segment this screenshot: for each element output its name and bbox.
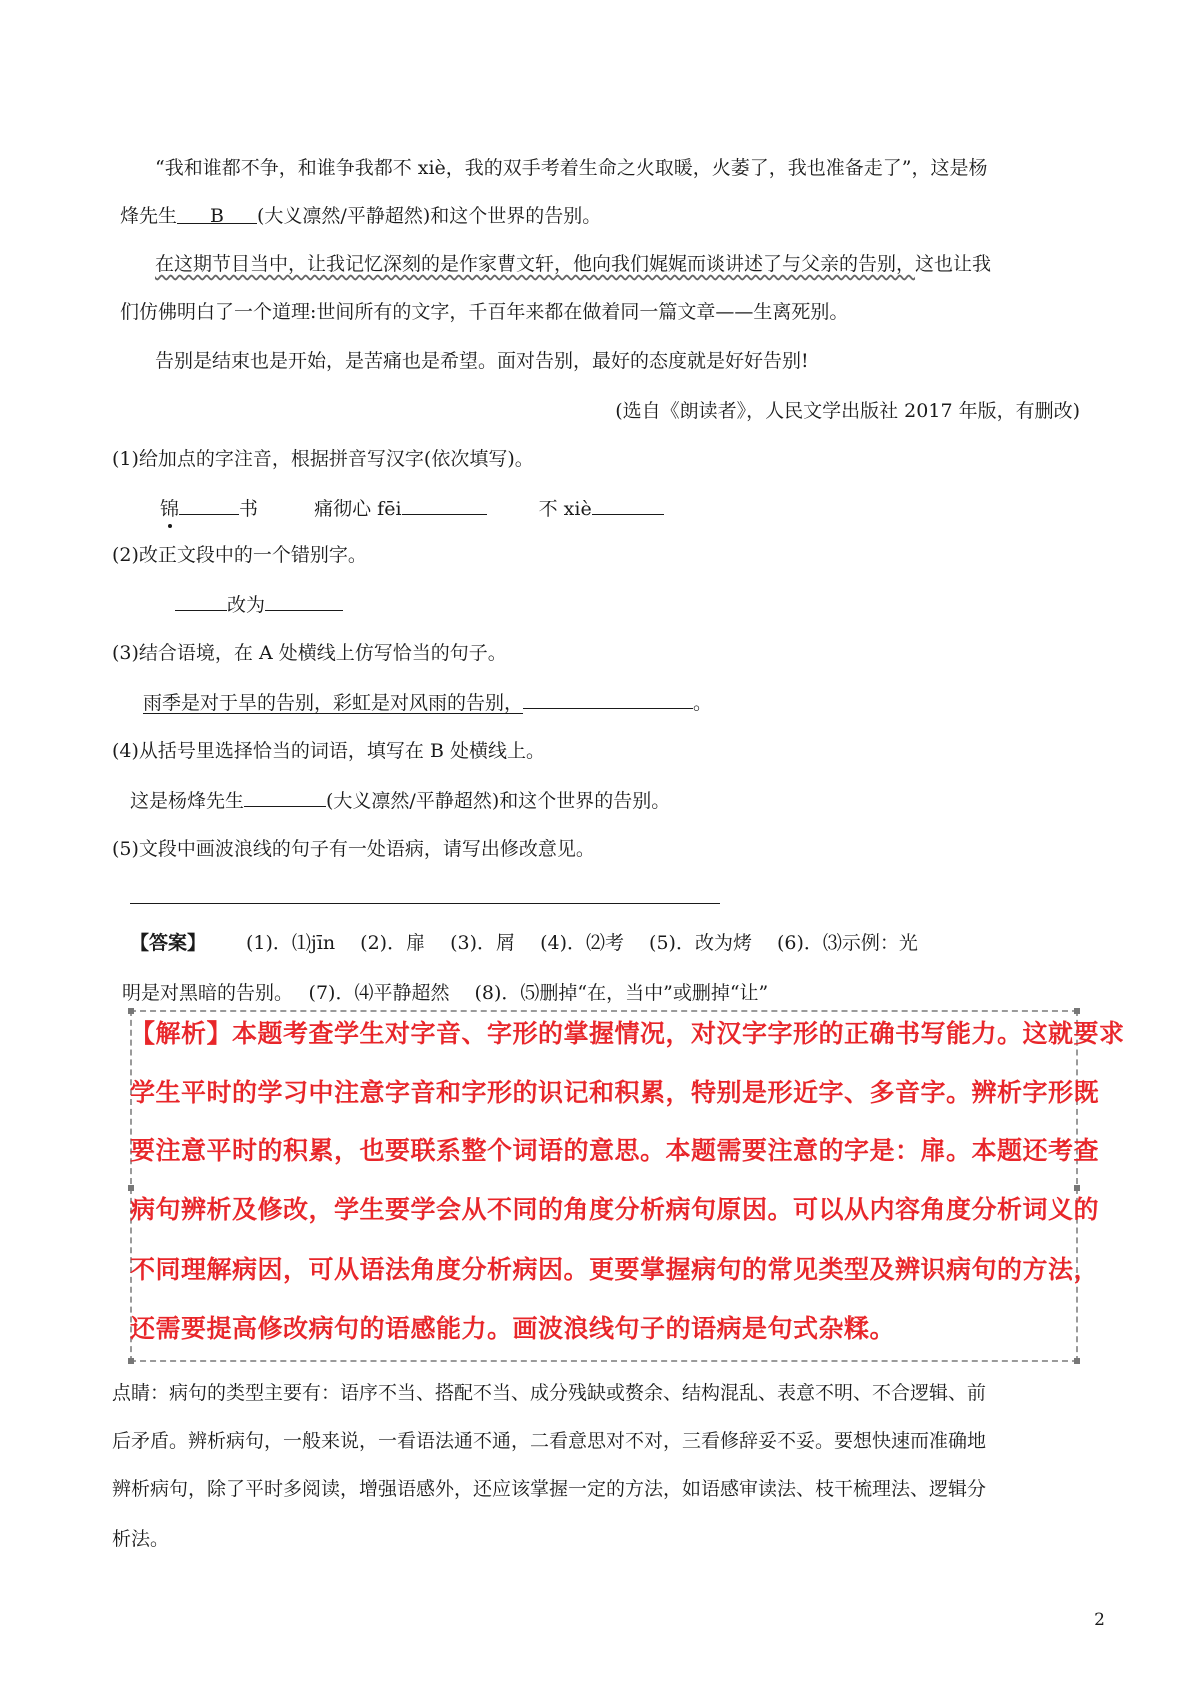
resize-handle[interactable] [1074, 1008, 1080, 1014]
answer-blank [592, 494, 664, 515]
answer-blank [523, 688, 693, 709]
answer-text: (1)．⑴jīn (2)．扉 (3)．屑 (4)．⑵考 (5)．改为烤 (6)．⑶示例：光 [246, 932, 918, 954]
wavy-sentence: 在这期节目当中，让我记忆深刻的是作家曹文轩，他向我们娓娓而谈讲述了与父亲的告别， [155, 253, 916, 275]
question-4-answer [130, 786, 670, 814]
blank-b-label: B [210, 205, 224, 227]
answer-blank [244, 786, 326, 807]
question-2-answer [175, 590, 343, 618]
passage-line [155, 251, 991, 277]
answer-blank [402, 494, 487, 515]
analysis-line: 学生平时的学习中注意字音和字形的识记和积累，特别是形近字、多音字。辨析字形既 [130, 1078, 1100, 1107]
resize-handle[interactable] [128, 1008, 134, 1014]
passage-line [120, 203, 601, 229]
answer-blank [175, 590, 227, 611]
q2-text: 改为 [227, 594, 266, 616]
question-4: (4)从括号里选择恰当的词语，填写在 B 处横线上。 [112, 740, 545, 762]
answer-line-2: 明是对黑暗的告别。 (7)．⑷平静超然 (8)．⑸删掉“在，当中”或删掉“让” [122, 982, 769, 1004]
resize-handle[interactable] [1074, 1358, 1080, 1364]
tip-line: 辨析病句，除了平时多阅读，增强语感外，还应该掌握一定的方法，如语感审读法、枝干梳理法、逻辑分 [112, 1478, 987, 1500]
analysis-line: 还需要提高修改病句的语感能力。画波浪线句子的语病是句式杂糅。 [130, 1314, 896, 1343]
passage-line: 们仿佛明白了一个道理:世间所有的文字，千百年来都在做着同一篇文章——生离死别。 [120, 301, 849, 323]
q3-sentence: 雨季是对于旱的告别，彩虹是对风雨的告别， [143, 692, 524, 714]
q3-text: 。 [693, 692, 713, 714]
q4-text: 这是杨烽先生 [130, 790, 245, 812]
source-citation: (选自《朗读者》，人民文学出版社 2017 年版，有删改) [615, 400, 1080, 422]
resize-handle[interactable] [128, 1358, 134, 1364]
analysis-box[interactable] [130, 1010, 1078, 1362]
analysis-line: 病句辨析及修改，学生要学会从不同的角度分析病句原因。可以从内容角度分析词义的 [130, 1195, 1100, 1224]
analysis-line: 【解析】本题考查学生对字音、字形的掌握情况，对汉字字形的正确书写能力。这就要求 [130, 1019, 1125, 1048]
blank-b [177, 203, 257, 227]
dotted-char: 锦 [160, 498, 180, 520]
resize-handle[interactable] [1074, 1185, 1080, 1191]
tip-line: 后矛盾。辨析病句，一般来说，一看语法通不通，二看意思对不对，三看修辞妥不妥。要想快速而准确地 [112, 1430, 987, 1452]
passage-line: “我和谁都不争，和谁争我都不 xiè，我的双手考着生命之火取暖，火萎了，我也准备走了”，这是杨 [155, 157, 988, 179]
analysis-line: 不同理解病因，可从语法角度分析病因。更要掌握病句的常见类型及辨识病句的方法， [130, 1255, 1100, 1284]
answer-blank [265, 590, 343, 611]
question-5: (5)文段中画波浪线的句子有一处语病，请写出修改意见。 [112, 838, 595, 860]
question-1: (1)给加点的字注音，根据拼音写汉字(依次填写)。 [112, 448, 534, 470]
answer-blank [179, 494, 239, 515]
q1-text: 痛彻心 fēi [314, 498, 402, 520]
tip-line: 析法。 [112, 1528, 170, 1550]
resize-handle[interactable] [128, 1185, 134, 1191]
answer-label: 【答案】 [130, 932, 207, 954]
page-number: 2 [1094, 1610, 1105, 1630]
passage-text: 烽先生 [120, 205, 178, 227]
question-3-answer [143, 688, 712, 716]
tip-line: 点睛：病句的类型主要有：语序不当、搭配不当、成分残缺或赘余、结构混乱、表意不明、不合逻辑、前 [112, 1382, 987, 1404]
answer-line [130, 903, 720, 904]
passage-text: (大义凛然/平静超然)和这个世界的告别。 [257, 205, 602, 227]
analysis-line: 要注意平时的积累，也要联系整个词语的意思。本题需要注意的字是：扉。本题还考查 [130, 1136, 1100, 1165]
passage-line: 告别是结束也是开始，是苦痛也是希望。面对告别，最好的态度就是好好告别! [155, 350, 809, 372]
q1-text: 书 [239, 498, 259, 520]
answer-line-1 [130, 930, 918, 956]
question-3: (3)结合语境，在 A 处横线上仿写恰当的句子。 [112, 642, 507, 664]
passage-text: 这也让我 [915, 253, 992, 275]
q4-text: (大义凛然/平静超然)和这个世界的告别。 [326, 790, 671, 812]
question-1-items [160, 494, 664, 522]
question-2: (2)改正文段中的一个错别字。 [112, 544, 367, 566]
q1-text: 不 xiè [538, 498, 592, 520]
